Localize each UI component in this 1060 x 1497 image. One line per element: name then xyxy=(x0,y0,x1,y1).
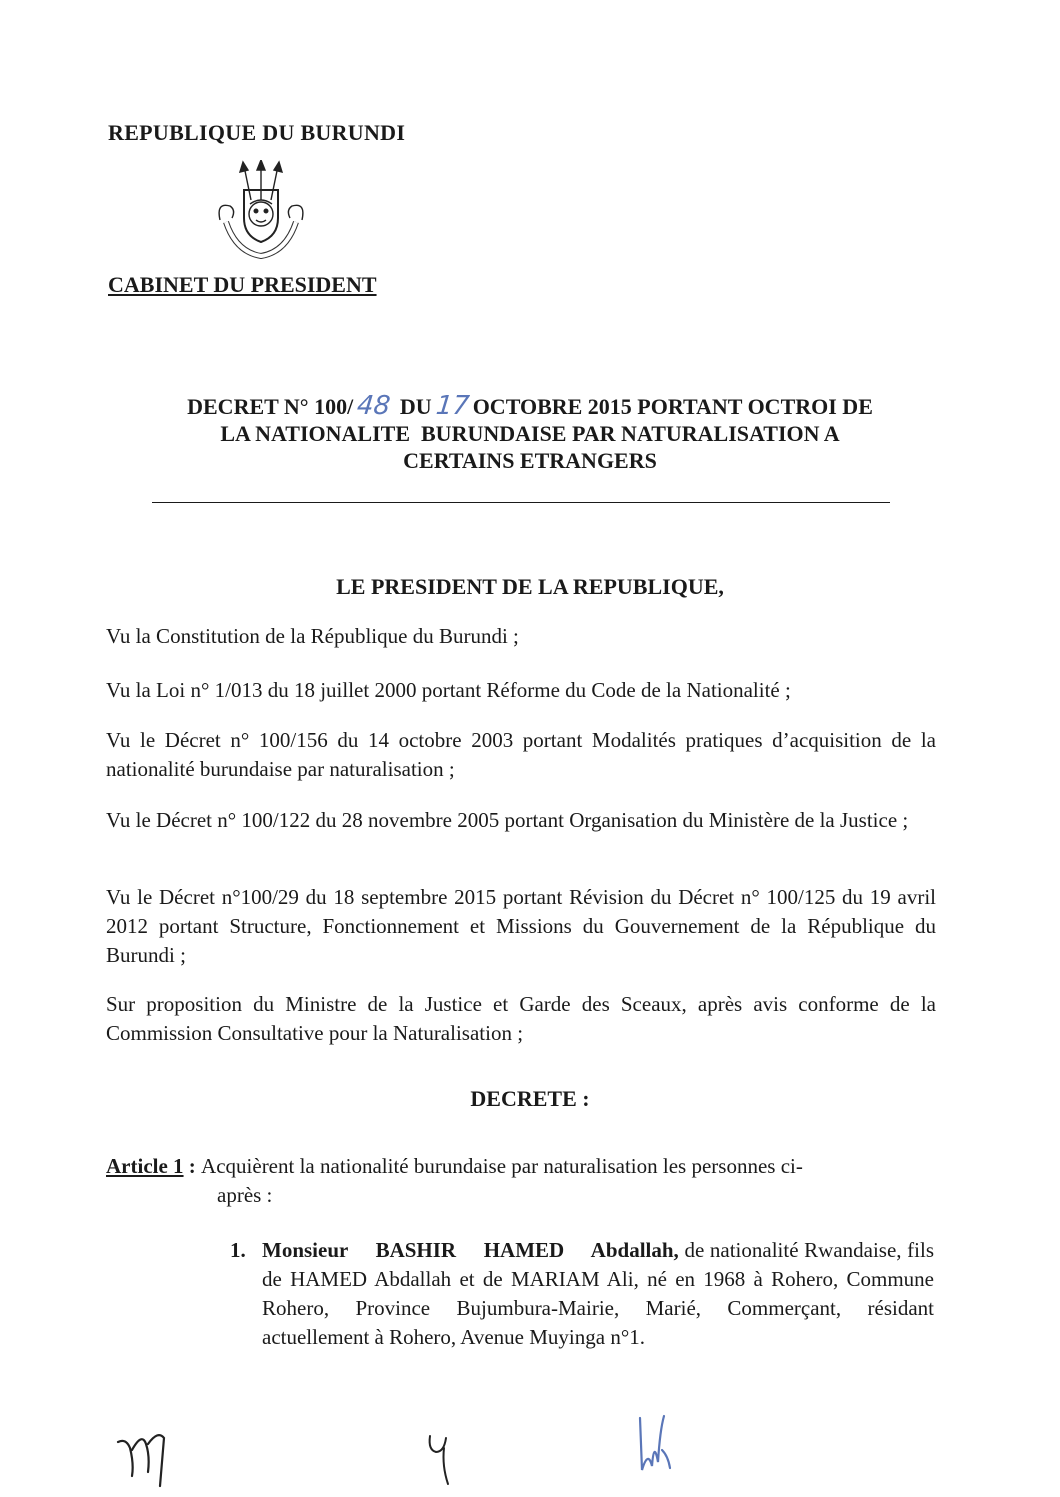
handwritten-day: 17 xyxy=(434,391,471,421)
person-entry xyxy=(230,1236,934,1352)
president-heading: LE PRESIDENT DE LA REPUBLIQUE, xyxy=(336,574,724,599)
decree-number-prefix: DECRET N° 100/ xyxy=(187,394,354,419)
decree-du: DU xyxy=(399,394,432,419)
consideration-1: Vu la Constitution de la République du Burundi ; xyxy=(106,624,519,648)
handwritten-decree-number: 48 xyxy=(355,391,392,421)
decrete-heading: DECRETE : xyxy=(470,1086,590,1111)
article-text-line-1: Acquièrent la nationalité burundaise par naturalisation les personnes ci- xyxy=(201,1154,803,1178)
coat-of-arms-emblem xyxy=(206,160,316,270)
article-text-line-2: après : xyxy=(217,1183,273,1207)
decree-title-line-2: LA NATIONALITE BURUNDAISE PAR NATURALISATION A xyxy=(220,421,840,446)
handwritten-initial-center xyxy=(420,1430,460,1490)
article-colon: : xyxy=(183,1154,202,1178)
consideration-3: Vu le Décret n° 100/156 du 14 octobre 2003 portant Modalités pratiques d’acquisition de la nationalité burundaise par naturalisation ; xyxy=(106,728,936,781)
person-body xyxy=(262,1236,934,1352)
handwritten-initial-right xyxy=(630,1410,680,1480)
article-label: Article 1 xyxy=(106,1154,184,1178)
consideration-4: Vu le Décret n° 100/122 du 28 novembre 2005 portant Organisation du Ministère de la Justice ; xyxy=(106,808,909,832)
decree-title-line-3: CERTAINS ETRANGERS xyxy=(403,448,657,473)
consideration-6: Sur proposition du Ministre de la Justice et Garde des Sceaux, après avis conforme de la Commission Consultative pour la Naturalisation ; xyxy=(106,992,936,1045)
consideration-2: Vu la Loi n° 1/013 du 18 juillet 2000 portant Réforme du Code de la Nationalité ; xyxy=(106,678,791,702)
country-heading: REPUBLIQUE DU BURUNDI xyxy=(108,120,406,145)
person-details: de nationalité Rwandaise, fils de HAMED Abdallah et de MARIAM Ali, né en 1968 à Rohero, Commune Rohero, Province Bujumbura-Mairie, Marié, Commerçant, résidant actuellement à Rohero, Avenue Muyinga n°1. xyxy=(262,1238,934,1349)
person-name: Monsieur BASHIR HAMED Abdallah, xyxy=(262,1238,679,1262)
article-1 xyxy=(106,1152,936,1210)
decree-title xyxy=(110,393,950,474)
decree-title-rest: OCTOBRE 2015 PORTANT OCTROI DE xyxy=(472,394,873,419)
person-number: 1. xyxy=(230,1238,246,1262)
office-heading: CABINET DU PRESIDENT xyxy=(108,272,377,297)
title-divider xyxy=(152,502,890,503)
handwritten-initial-left xyxy=(112,1420,182,1490)
decree-title-line-1 xyxy=(110,393,950,420)
consideration-5: Vu le Décret n°100/29 du 18 septembre 2015 portant Révision du Décret n° 100/125 du 19 avril 2012 portant Structure, Fonctionnement et Missions du Gouvernement de la République du Burundi ; xyxy=(106,885,936,967)
